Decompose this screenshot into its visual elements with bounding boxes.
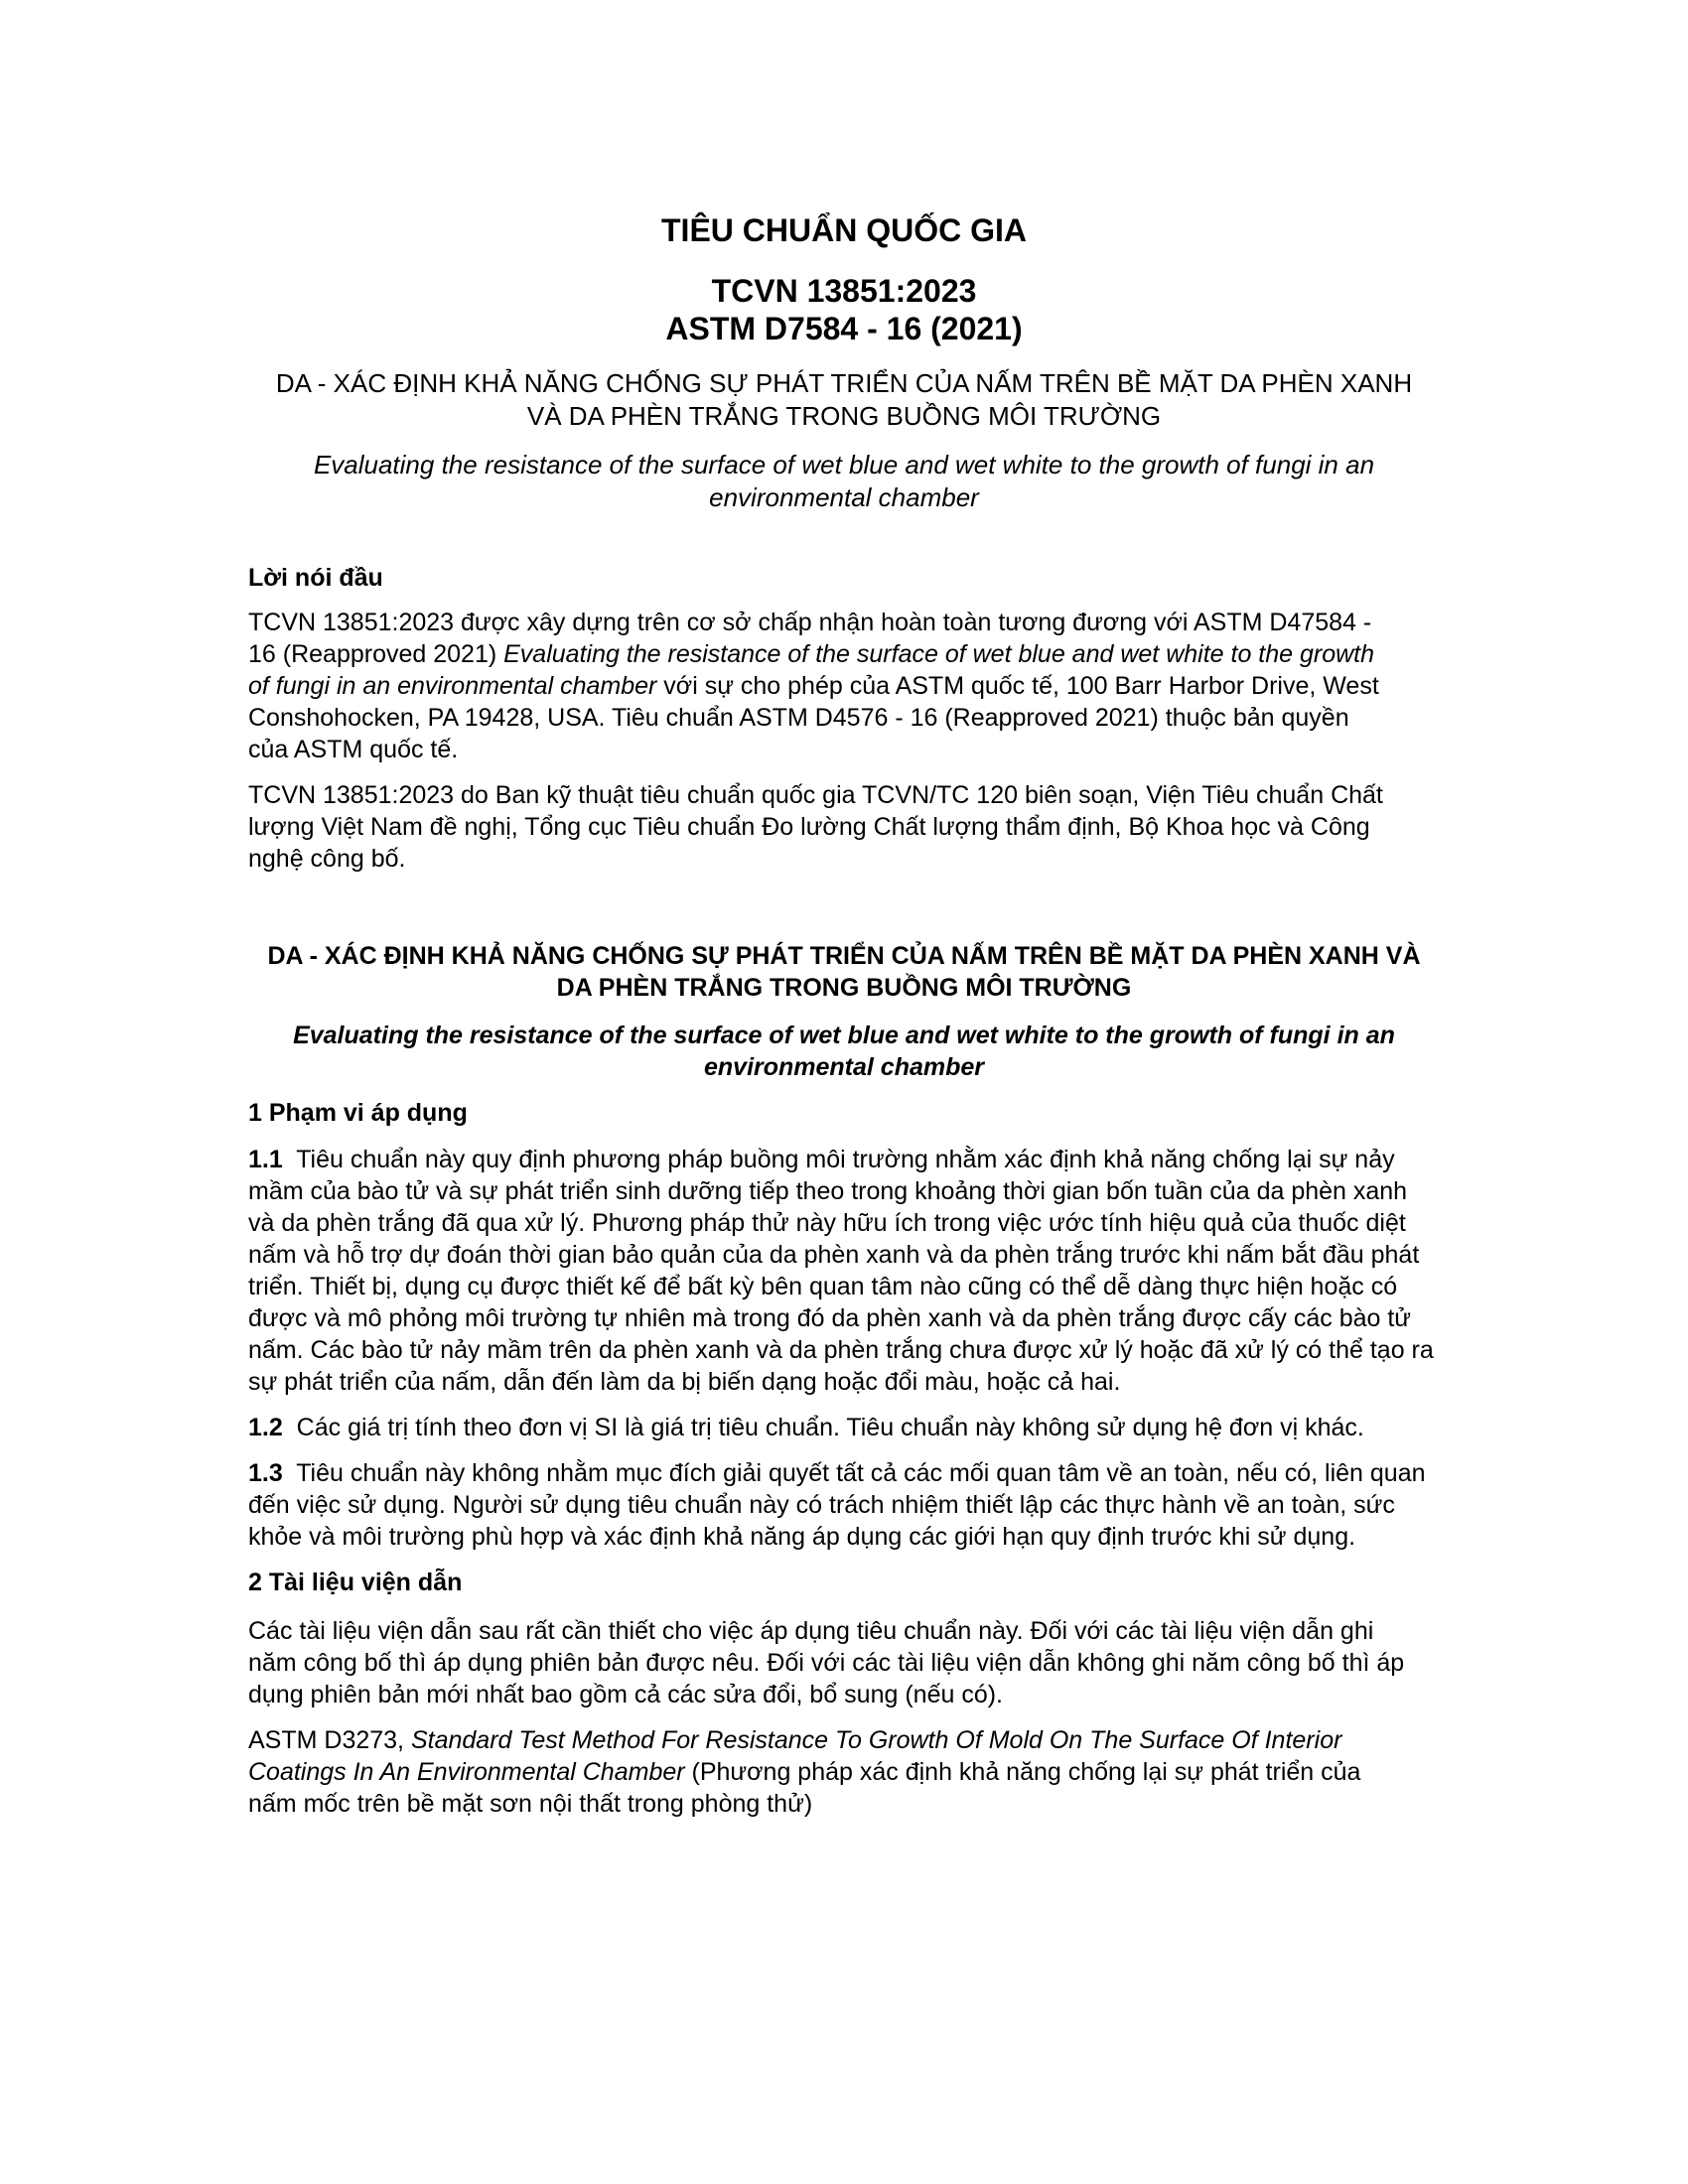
reference-code: ASTM D3273, — [248, 1726, 411, 1754]
section-2-intro: Các tài liệu viện dẫn sau rất cần thiết cho việc áp dụng tiêu chuẩn này. Đối với các tài liệu viện dẫn ghi năm công bố thì áp dụng phiên bản được nêu. Đối với các tài liệu viện dẫn không ghi năm công bố thì áp dụng phiên bản mới nhất bao gồm cả các sửa đổi, bổ sung (nếu có). — [248, 1617, 1405, 1708]
main-title-vn: DA - XÁC ĐỊNH KHẢ NĂNG CHỐNG SỰ PHÁT TRIỂN CỦA NẤM TRÊN BỀ MẶT DA PHÈN XANH VÀ DA PHÈN TRẮNG TRONG BUỒNG MÔI TRƯỜNG — [267, 942, 1421, 1002]
foreword-heading: Lời nói đầu — [248, 564, 383, 592]
tcvn-code: TCVN 13851:2023 — [711, 273, 977, 309]
document-content — [248, 210, 1440, 1820]
reference-title: Standard Test Method For Resistance To Growth Of Mold On The Surface Of Interior Coatings In An Environmental Chamber — [248, 1726, 1342, 1786]
clause-1-1-text: Tiêu chuẩn này quy định phương pháp buồng môi trường nhằm xác định khả năng chống lại sự nảy mầm của bào tử và sự phát triển sinh dưỡng tiếp theo trong khoảng thời gian bốn tuần của da phèn xanh và da phèn trắng đã qua xử lý. Phương pháp thử này hữu ích trong việc ước tính hiệu quả của thuốc diệt nấm và hỗ trợ dự đoán thời gian bảo quản của da phèn xanh và da phèn trắng trước khi nấm bắt đầu phát triển. Thiết bị, dụng cụ được thiết kế để bất kỳ bên quan tâm nào cũng có thể dễ dàng thực hiện hoặc có được và mô phỏng môi trường tự nhiên mà trong đó da phèn xanh và da phèn trắng được cấy các bào tử nấm. Các bào tử nảy mầm trên da phèn xanh và da phèn trắng chưa được xử lý hoặc đã xử lý có thể tạo ra sự phát triển của nấm, dẫn đến làm da bị biến dạng hoặc đổi màu, hoặc cả hai. — [248, 1146, 1434, 1396]
clause-1-2 — [248, 1412, 1440, 1443]
clause-1-3-text: Tiêu chuẩn này không nhằm mục đích giải quyết tất cả các mối quan tâm về an toàn, nếu có, liên quan đến việc sử dụng. Người sử dụng tiêu chuẩn này có trách nhiệm thiết lập các thực hành về an toàn, sức khỏe và môi trường phù hợp và xác định khả năng áp dụng các giới hạn quy định trước khi sử dụng. — [248, 1459, 1426, 1551]
clause-1-1-number: 1.1 — [248, 1146, 283, 1173]
foreword-paragraph-1 — [248, 607, 1390, 765]
clause-1-2-text: Các giá trị tính theo đơn vị SI là giá trị tiêu chuẩn. Tiêu chuẩn này không sử dụng hệ đơn vị khác. — [296, 1414, 1364, 1441]
foreword-p1-text-end: với sự cho phép của ASTM quốc tế, 100 Barr Harbor Drive, West Conshohocken, PA 19428, USA. Tiêu chuẩn ASTM D4576 - 16 (Reapproved 2021) thuộc bản quyền của ASTM quốc tế. — [248, 672, 1379, 763]
national-standard-heading: TIÊU CHUẨN QUỐC GIA — [661, 212, 1027, 248]
reference-astm-d3273 — [248, 1724, 1410, 1820]
astm-code: ASTM D7584 - 16 (2021) — [665, 311, 1023, 346]
section-2-heading: 2 Tài liệu viện dẫn — [248, 1569, 463, 1596]
document-title-en: Evaluating the resistance of the surface of wet blue and wet white to the growth of fungi in an environmental chamber — [313, 450, 1375, 512]
clause-1-3 — [248, 1457, 1440, 1553]
document-title-vn: DA - XÁC ĐỊNH KHẢ NĂNG CHỐNG SỰ PHÁT TRIỂN CỦA NẤM TRÊN BỀ MẶT DA PHÈN XANH VÀ DA PHÈN TRẮNG TRONG BUỒNG MÔI TRƯỜNG — [275, 368, 1413, 431]
foreword-paragraph-2: TCVN 13851:2023 do Ban kỹ thuật tiêu chuẩn quốc gia TCVN/TC 120 biên soạn, Viện Tiêu chuẩn Chất lượng Việt Nam đề nghị, Tổng cục Tiêu chuẩn Đo lường Chất lượng thẩm định, Bộ Khoa học và Công nghệ công bố. — [248, 781, 1383, 873]
foreword-p1-italic-title: Evaluating the resistance of the surface of wet blue and wet white to the growth of fungi in an environmental chamber — [248, 640, 1375, 700]
main-title-en: Evaluating the resistance of the surface of wet blue and wet white to the growth of fungi in an environmental chamber — [293, 1022, 1395, 1081]
clause-1-1 — [248, 1144, 1440, 1398]
clause-1-2-number: 1.2 — [248, 1414, 283, 1441]
foreword-p1-text: TCVN 13851:2023 được xây dựng trên cơ sở chấp nhận hoàn toàn tương đương với ASTM D47584 - 16 (Reapproved 2021) — [248, 609, 1372, 668]
section-1-heading: 1 Phạm vi áp dụng — [248, 1099, 468, 1127]
reference-vn-title: (Phương pháp xác định khả năng chống lại sự phát triển của nấm mốc trên bề mặt sơn nội thất trong phòng thử) — [248, 1758, 1361, 1818]
clause-1-3-number: 1.3 — [248, 1459, 283, 1487]
